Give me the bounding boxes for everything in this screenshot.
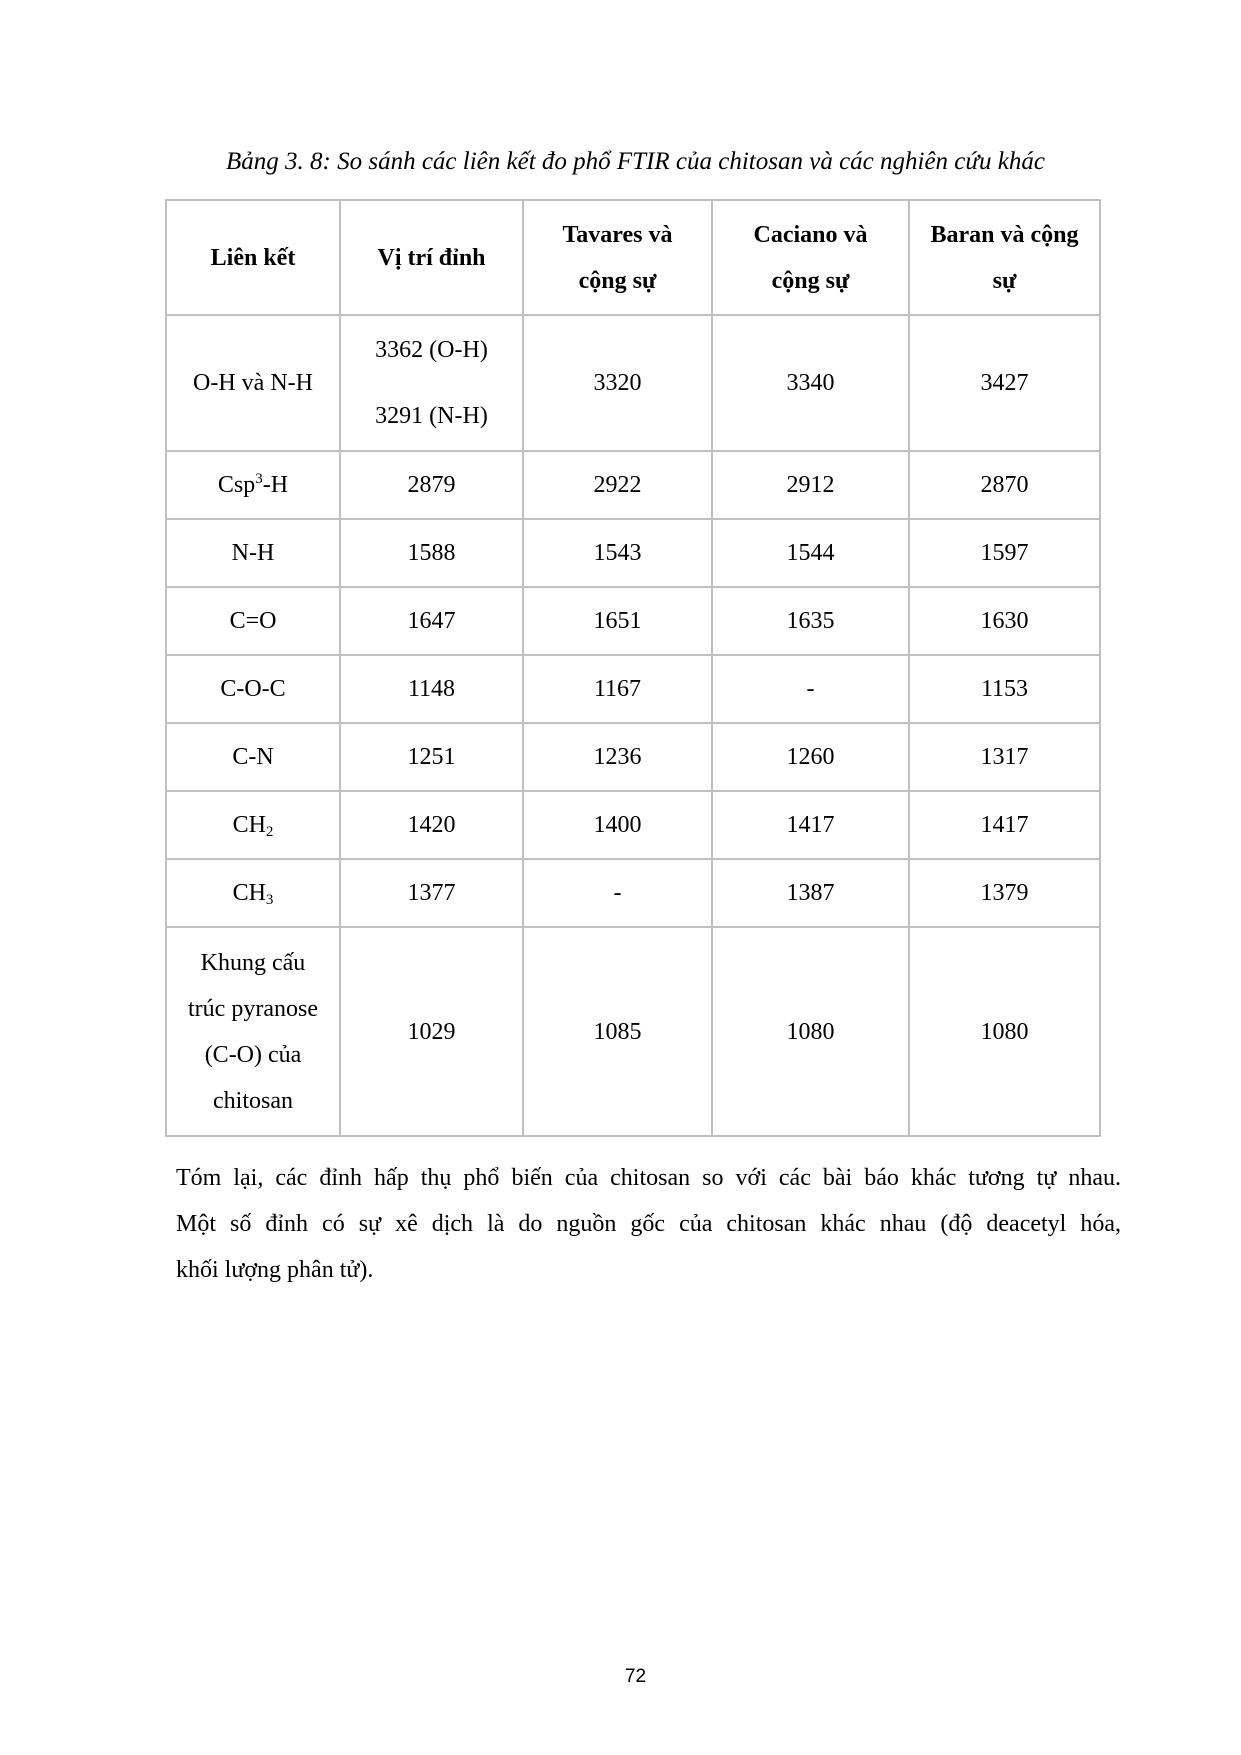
table-row — [166, 723, 1100, 791]
header-tavares: Tavares và cộng sự — [523, 200, 712, 315]
cell-tavares: 1236 — [523, 723, 712, 791]
cell-peak: 1029 — [340, 927, 523, 1136]
cell-caciano: 2912 — [712, 451, 909, 519]
cell-baran: 1080 — [909, 927, 1100, 1136]
header-baran: Baran và cộng sự — [909, 200, 1100, 315]
table-row — [166, 859, 1100, 927]
cell-baran: 1379 — [909, 859, 1100, 927]
cell-tavares: 3320 — [523, 315, 712, 451]
table-caption: Bảng 3. 8: So sánh các liên kết đo phổ FTIR của chitosan và các nghiên cứu khác — [226, 148, 1045, 175]
paragraph-line: Một số đỉnh có sự xê dịch là do nguồn gốc của chitosan khác nhau (độ deacetyl hóa, — [176, 1211, 1121, 1237]
cell-caciano: 1635 — [712, 587, 909, 655]
cell-tavares: 1543 — [523, 519, 712, 587]
cell-peak: 1420 — [340, 791, 523, 859]
cell-bond: C-N — [166, 723, 340, 791]
cell-baran: 1597 — [909, 519, 1100, 587]
cell-baran: 1153 — [909, 655, 1100, 723]
cell-peak: 1251 — [340, 723, 523, 791]
cell-peak: 1148 — [340, 655, 523, 723]
cell-bond: N-H — [166, 519, 340, 587]
cell-peak: 2879 — [340, 451, 523, 519]
cell-bond: C-O-C — [166, 655, 340, 723]
table-header-row — [166, 200, 1100, 315]
table-row — [166, 519, 1100, 587]
ftir-comparison-table — [165, 199, 1101, 1137]
summary-paragraph — [176, 1155, 1121, 1293]
cell-baran: 2870 — [909, 451, 1100, 519]
page-number: 72 — [624, 1666, 647, 1687]
cell-bond: Khung cấu trúc pyranose (C-O) của chitosan — [166, 927, 340, 1136]
cell-caciano: 1260 — [712, 723, 909, 791]
cell-tavares: 2922 — [523, 451, 712, 519]
paragraph-line: khối lượng phân tử). — [176, 1257, 374, 1283]
cell-caciano: - — [712, 655, 909, 723]
cell-caciano: 3340 — [712, 315, 909, 451]
cell-peak: 1588 — [340, 519, 523, 587]
cell-caciano: 1544 — [712, 519, 909, 587]
table-row — [166, 791, 1100, 859]
cell-peak: 1647 — [340, 587, 523, 655]
cell-bond: Csp$^3$-H — [166, 451, 340, 519]
header-bond: Liên kết — [166, 200, 340, 315]
paragraph-line: Tóm lại, các đỉnh hấp thụ phổ biến của chitosan so với các bài báo khác tương tự nhau. — [176, 1165, 1121, 1191]
table-row — [166, 315, 1100, 451]
cell-tavares: 1400 — [523, 791, 712, 859]
cell-bond: $CH_2$ — [166, 791, 340, 859]
table-row — [166, 451, 1100, 519]
cell-baran: 1417 — [909, 791, 1100, 859]
cell-baran: 1630 — [909, 587, 1100, 655]
cell-caciano: 1417 — [712, 791, 909, 859]
cell-bond: $CH_3$ — [166, 859, 340, 927]
cell-tavares: 1651 — [523, 587, 712, 655]
cell-peak: 1377 — [340, 859, 523, 927]
table-row — [166, 587, 1100, 655]
header-caciano: Caciano và cộng sự — [712, 200, 909, 315]
cell-tavares: - — [523, 859, 712, 927]
cell-bond: O-H và N-H — [166, 315, 340, 451]
table-row — [166, 655, 1100, 723]
cell-baran: 1317 — [909, 723, 1100, 791]
cell-caciano: 1080 — [712, 927, 909, 1136]
cell-baran: 3427 — [909, 315, 1100, 451]
header-peak-position: Vị trí đỉnh — [340, 200, 523, 315]
cell-bond: C=O — [166, 587, 340, 655]
cell-tavares: 1167 — [523, 655, 712, 723]
cell-tavares: 1085 — [523, 927, 712, 1136]
cell-peak: 3362 (O-H) 3291 (N-H) — [340, 315, 523, 451]
cell-caciano: 1387 — [712, 859, 909, 927]
table-row — [166, 927, 1100, 1136]
